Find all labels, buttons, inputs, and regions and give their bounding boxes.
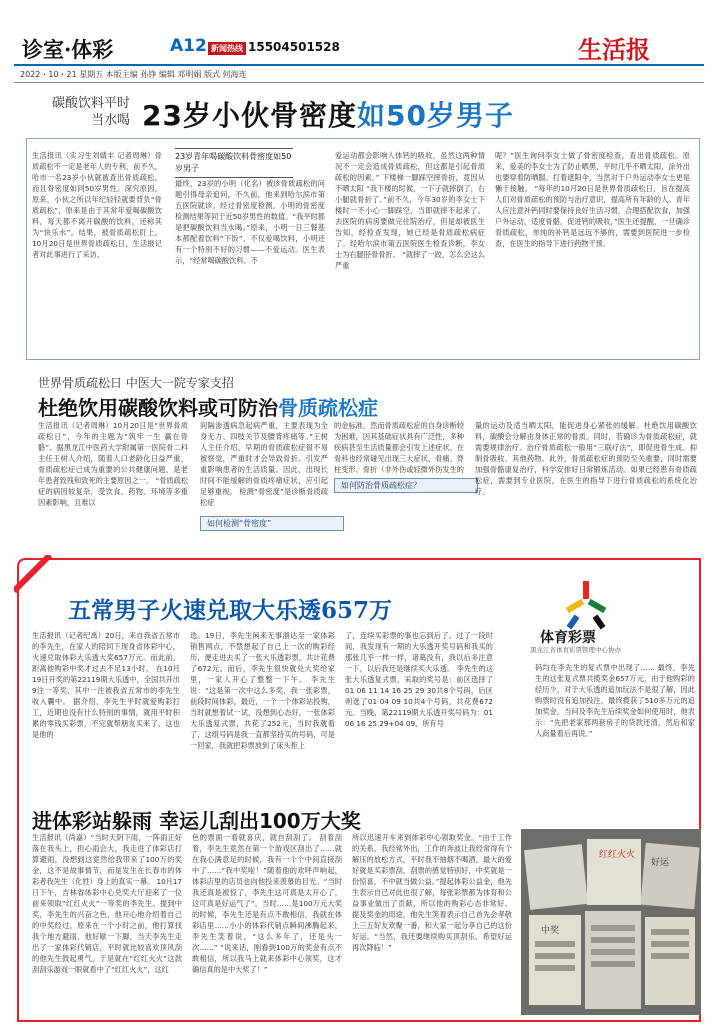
article2-col1: 生活报讯（记者周琳）10月20日是“世界骨质疏松日”，今年的主题为“筑牢一生 赢在骨骼”。据黑龙江中医药大学附属第一医院骨二科主任王树人介绍，随着人口老龄化日益严重，骨质疏松症已成为重要的公共健康问题，是老年患者致残和致死的主要原因之一。 “骨质疏松症的病因较复杂，受饮食、药物、环境等多重因素影响，且难以 xyxy=(38,421,188,507)
article2-kicker: 世界骨质疏松日 中医大一院专家支招 xyxy=(38,376,234,390)
headline-highlight: 骨质疏松症 xyxy=(278,396,378,420)
issue-meta: 2022・10・21 星期五 本版主编 孙铮 编辑 邓明娟 版式 何海连 xyxy=(20,70,247,79)
article2-col2: 间隔渗透病急起病严重，主要表现为全身无力、四肢关节及腰背疼痛等。”王树人主任介绍，早期的骨质疏松症很不易被察觉，严重时才会导致骨折。引发严重影响患者的生活质量。因此，出现长时间不能缓解的骨质疼痛症状，应引起足够重视。 检测“骨密度”是诊断骨质疏松症 xyxy=(200,421,328,507)
article3-col1: 生活报讯（记者纪禹）20日，来自我省五常市的李先生，在家人的陪同下现身省体彩中心，火速兑取体彩大乐透大奖657万元。而此前，距离他购彩中奖才过去不足13小时。 在10月19日开奖的第22119期大乐透中，全国共开出9注一等奖，其中一注被我省五常市的李先生收入囊中。 据介绍，李先生平时就爱购彩打工，近期也没有什么特别的事情，就用平时积累的零钱买彩票，不完就帮朋友买来了，这也是他的 xyxy=(32,631,180,739)
ticket-label: 好运 xyxy=(651,858,670,868)
tickets-illustration xyxy=(521,829,701,1015)
article3-headline: 五常男子火速兑取大乐透657万 xyxy=(68,597,393,624)
article4-col2: 色的票面一看就喜庆，就自刮刮了。 刮着刮着，李先生竟然在第一个游戏区刮出了……就在我心满意足的时候，我有一个个中间直接刮中了……“我中奖啦！”随着他的欢呼声响起，体彩店里的店员也向他投来羡慕的目光。“当时我还真是被惊了，李先生这可真是太开心了，这可真是好运气了”。当时……是100万元大奖的时候，李先生还是有点不敢相信，我就在体彩店里……小小的体彩代销点瞬间沸腾起来，李先生笑着说，“这么多年了，还是头一次……” “说来话，刚看到100万的奖金有点不敢相信，所以我马上就来体彩中心领奖，这才确信真的是中大奖了！” xyxy=(192,833,342,974)
article4-col1: 生活报讯（尚嘉）“当时天阴下雨，一阵雨正好落在我头上，担心雨会大，我走进了体彩店打算避雨，没想到这竟然给我带来了100万的奖金，这不是故事情节，而是发生在长春市的体彩者我先生（化姓）身上的真实一幕。 10月17日下午，吉林省体彩中心兑奖大厅迎来了一位前来领取“红红火火”一等奖的李先生。提到中奖，李先生的兴奋之色，他开心地介绍着自己的中奖经过。原来在一个小时之前，他打算找我个地方避雨，他好歇一下脚，当天李先生走出了一家体彩代销店，平时就比较喜欢顶风刮的他先生鼓起勇气，于是就在“红红火火”这款刮刮乐游戏一眼就看中了“红红火火”，这红 xyxy=(32,833,182,974)
article1-kicker: 碳酸饮料平时当水喝 xyxy=(51,96,130,128)
hotline-label: 新闻热线 xyxy=(208,42,246,55)
lottery-name: 体育彩票 xyxy=(540,630,596,646)
headline-highlight: 如50岁男子 xyxy=(356,99,514,132)
masthead-divider xyxy=(14,64,704,66)
article3-col2: 选。19日，李先生闲来无事溜达至一家体彩销售网点，不禁想起了自己上一次的购彩经历，便走进去买了一张大乐透彩票，共计花费了672元。而后，李先生很快就兑大奖给家里，一家人开心了整整一下午。 李先生说：“这是第一次中这么多奖，我一张彩票，前段时间体彩，最近，一个一个体彩站投购，当时就想着试一试，没想到心态好，一张体彩大乐透复式票，共花了252元，当时我就看了，这组号码是我一直都坚持买的号码，可是一回家，我就把彩票放到了床头柜上 xyxy=(190,631,335,750)
headline-part: 23岁小伙骨密度 xyxy=(142,99,357,132)
headline-part: 杜绝饮用碳酸饮料或可防治 xyxy=(38,396,278,420)
meta-divider xyxy=(14,82,704,83)
article2-headline xyxy=(38,392,378,421)
article4-col3: 所以迅速开车来到体彩中心领取奖金。“由于工作的关系，我经常外出，工作的奔波让我经常得有个解压的放松方式，平时我不抽烟不喝酒，最大的爱好就是买彩票刮，刮票的感觉特别好，中奖就是一份惊喜，不中就当做公益。”提起体彩公益金，他先生表示自己对此也很了解，每张彩票都为体育和公益事业做出了贡献，所以他的购彩心态非常好。 提及奖金的用途，他先生笑着表示自己首先会孝敬上三五好友欢聚一番，和大家一起分享自己的这份好运。“当然，我还要继续购买顶刮乐，希望好运再次降临！” xyxy=(352,833,512,952)
article2-subhead-b: 如何防治骨质疏松症？ xyxy=(334,478,478,493)
pullquote: 23岁青年喝碳酸饮料骨密度如50岁男子 xyxy=(175,148,293,178)
article1-col2: 最终，23岁的小明（化名）被诊骨质疏松的问题引得母亲追问，不久前，他来到哈尔滨市第五医院就诊。经过骨密度检测，小明的骨密度检测结果等同于近50岁男性的数值。“我平时都是把碳酸饮料当水喝。”原来，小明一日三餐基本都配着饮料“下饭”，不仅爱喝饮料，小明还有一个特别不好的习惯——不爱运动。医生表示，“经常喝碳酸饮料、不 xyxy=(175,179,325,265)
lottery-tickets-photo xyxy=(521,829,701,1015)
lottery-subtitle: 黑龙江省体育彩票管理中心协办 xyxy=(530,646,621,654)
article4-headline: 进体彩站躲雨 幸运儿刮出100万大奖 xyxy=(32,809,361,833)
newspaper-logo: 生活报 xyxy=(578,35,650,64)
article3-col3: 了，连续买彩票的事也忘到后了。过了一段时间，我发现有一期的大乐透开奖号码和我买的那张几乎一样一样，诸葛没有，我以后多注意一下，以后我还是继续买大乐透。 李先生的这张大乐透复式票，采取的奖号是：前区选择了01 06 11 14 16 25 29 30共8个号码，后区则选了01 04 09 10共4个号码，共花费672元。当晚，第22119期大乐透开奖号码为：01 06 16 25 29+04 09，所有号 xyxy=(345,631,493,728)
article1-col4: 呢？”医生询问李女士做了骨密度检查，查出骨质疏松。原来，爱美的李女士为了防止晒黑，平时几乎不晒太阳，涂外出也要穿着防晒服、打着遮阳伞，当然对于户外运动李女士更是懒于接触。 “每年的10月20日是世界骨质疏松日，旨在提高人们对骨质疏松的预防与治疗意识，提高所有年龄的人。青年人应注意补钙同时要保持良好生活习惯，合理搭配饮食，加强户外运动，适度骨骼，促进钙的吸收，”医生还提醒，一旦确诊骨质疏松，单纯的补钙是远远不够的，需要到医院进一步检查，在医生的指导下进行药物干预。 xyxy=(495,151,690,248)
hotline-number: 15504501528 xyxy=(248,40,340,54)
page-number: A12 xyxy=(170,36,207,56)
article3-col4: 码均在李先生的复式票中出现了…… 最终，李先生的这张复式票共揽奖金657万元，由于他购彩的经历少，对于大乐透的追加玩法不是很了解，因此购票时没有追加投注，最终揽获了510多万元的追加奖金。当问及李先生后续奖金如何使用时，他表示：“先把老家那两套房子的贷款还清，然后和家人商量着后再说。” xyxy=(535,663,695,738)
sports-lottery-logo xyxy=(556,575,616,635)
article1-col3: 爱运动都会影响人体钙的吸收，虽然这两种情况不一定会造成骨质疏松，但这都是引起骨质疏松的因素。” 下楼梯一脚踩空摔骨折，竟因从不晒太阳 “我下楼的时候，一下子就摔倒了，右小腿就骨折了。”前不久，今年30岁的李女士下楼时一不小心一脚踩空，当即就摔不起来了。去医院的病房要做完住院治疗，但是却被医生告知，经检查发现，她已经是骨质疏松病症了。经哈尔滨市第五医院医生检查诊断，李女士为右腿胫骨骨折。 “就摔了一跤，怎么会这么严重 xyxy=(335,151,485,270)
article2-col4: 量的运动及适当晒太阳，能促进身心紧张的缓解。杜绝饮用碳酸饮料，碳酸会分解由身体正常的骨质。同时，若确诊为骨质疏松症，就需要规律治疗。治疗骨质疏松一般用“三联疗法”，即促进骨生成、抑制骨吸收、其他药物。此外，骨质疏松症的预防至关重要，同时需要加强骨骼康复治疗，科学安排好日常锻炼活动。如果已经患有骨质疏松症，需要到专业医院，在医生的指导下进行骨质疏松的系统化治疗。 xyxy=(475,421,697,496)
article1-headline xyxy=(142,94,514,134)
article2-col3: 的金标准，然而骨质疏松症的自身诊断较为困难，因其基础症状具有广泛性，多种疾病甚至生活质量都会引发上述症状。在骨科也经常碰见出现三大症状，骨痛、脊柱变形、骨折（非外伤或轻微外伤发生的 xyxy=(334,421,464,474)
ticket-label: 红红火火 xyxy=(599,850,636,860)
ticket-label: 中奖 xyxy=(541,926,560,936)
article1-col1: 生活报讯（实习生刘婧丰 记者周琳）骨质疏松不一定是老年人的专利，前不久，哈市一名23岁小伙就被查出骨质疏松，而且骨密度如同50岁男性。深究原因，原来，小伙之所以年纪轻轻就要背负“骨质疏松”，原来是由于其常年爱喝碳酸饮料，每天都不离开碳酸的饮料，还称其为“快乐水”。结果，被骨质疏松盯上。10月20日是世界骨质疏松日，生活报记者对此事进行了采访。 xyxy=(32,151,162,259)
section-title: 诊室·体彩 xyxy=(22,37,114,62)
article2-subhead-a: 如何检测“骨密度” xyxy=(200,516,344,531)
